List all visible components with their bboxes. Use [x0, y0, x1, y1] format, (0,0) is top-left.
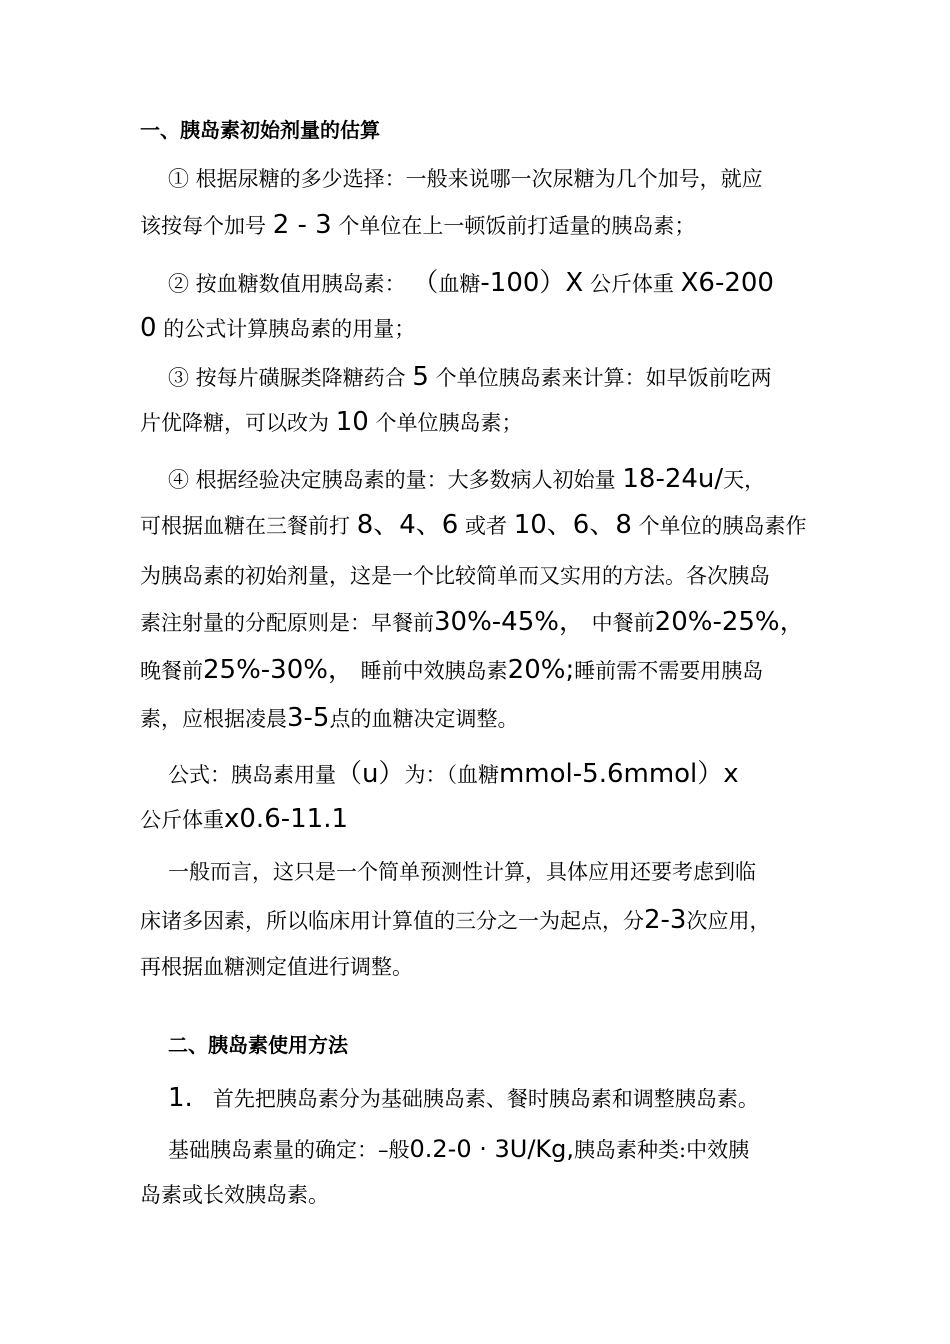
- item-3-line-2: [140, 407, 522, 438]
- item-4-text-f: 素注射量的分配原则是：早餐前: [140, 611, 434, 635]
- item-2-line-1: [168, 268, 774, 299]
- item-2-paren: （: [412, 268, 439, 298]
- formula-text-c: 公斤体重: [140, 808, 224, 832]
- item-1-text-b: 该按每个加号: [140, 214, 266, 238]
- item-4-number-5: 20%-25%，: [654, 607, 806, 637]
- item-4-text-g: 中餐前: [591, 611, 655, 635]
- formula-number-2: x0.6-11.1: [224, 804, 349, 834]
- formula-line-1: [168, 759, 739, 790]
- item-4-text: ④ 根据经验决定胰岛素的量：大多数病人初始量: [168, 468, 616, 492]
- item-4-number-8: 3-5: [287, 703, 330, 733]
- item-3-number: 5: [412, 362, 429, 392]
- basal-text: 基础胰岛素量的确定：–般: [168, 1138, 410, 1162]
- item-4-text-j: 睡前需不需要用胰岛: [574, 659, 764, 683]
- item-3-line-1: [168, 362, 772, 393]
- basal-number: 0.2-0 · 3U/Kg,: [409, 1135, 575, 1163]
- item-1-number: 2 - 3: [272, 210, 332, 240]
- item-4-text-d: 或者: [465, 514, 508, 538]
- item-2-number: -100）X: [480, 268, 584, 298]
- item-4-line-3: 为胰岛素的初始剂量，这是一个比较简单而又实用的方法。各次胰岛: [140, 564, 770, 588]
- note-line-2: [140, 905, 770, 936]
- item-3-text-d: 个单位胰岛素；: [375, 411, 523, 435]
- note-number: 2-3: [644, 905, 687, 935]
- note-line-3: 再根据血糖测定值进行调整。: [140, 955, 413, 979]
- item-3-text-c: 片优降糖，可以改为: [140, 411, 329, 435]
- item-3-text: ③ 按每片磺脲类降糖药合: [168, 366, 406, 390]
- item-3-number-2: 10: [335, 407, 369, 437]
- item-1-text-c: 个单位在上一顿饭前打适量的胰岛素；: [338, 214, 696, 238]
- formula-text-b: 为：（血糖: [404, 763, 499, 787]
- item-1-line-2: [140, 210, 695, 241]
- formula-unit: （u）: [336, 759, 405, 789]
- item-4-number-2: 8、4、6: [356, 510, 459, 540]
- note-line-1: 一般而言，这只是一个简单预测性计算，具体应用还要考虑到临: [168, 860, 756, 884]
- item-4-text-h: 晚餐前: [140, 659, 203, 683]
- item-2-blood: 血糖: [438, 272, 481, 296]
- item-4-text-l: 点的血糖决定调整。: [329, 707, 519, 731]
- item-4-text-k: 素，应根据凌晨: [140, 707, 287, 731]
- item-1-line-1: [168, 164, 763, 194]
- basal-line-1: [168, 1134, 749, 1165]
- item-2-text-b: 的公式计算胰岛素的用量；: [163, 317, 416, 341]
- section-2-item-1: [168, 1083, 759, 1114]
- note-text-b: 次应用，: [686, 909, 771, 933]
- item-4-line-1: [168, 464, 765, 495]
- item-4-line-6: [140, 703, 518, 734]
- item-1-text: ① 根据尿糖的多少选择：一般来说哪一次尿糖为几个加号，就应: [168, 167, 763, 191]
- item-4-number-4: 30%-45%，: [434, 607, 585, 637]
- item-2-number-2: X6-200: [680, 268, 774, 298]
- item-2-weight: 公斤体重: [589, 272, 674, 296]
- item-4-text-i: 睡前中效胰岛素: [360, 659, 508, 683]
- section-2-item-text: 首先把胰岛素分为基础胰岛素、餐时胰岛素和调整胰岛素。: [212, 1087, 759, 1111]
- section-1-title: 一、胰岛素初始剂量的估算: [140, 118, 380, 142]
- item-2-number-3: 0: [140, 313, 157, 343]
- item-4-number-6: 25%-30%，: [203, 655, 354, 685]
- formula-line-2: [140, 804, 348, 835]
- item-2-line-2: [140, 313, 415, 344]
- section-2-title: 二、胰岛素使用方法: [168, 1033, 348, 1057]
- item-2-text: ② 按血糖数值用胰岛素：: [168, 272, 406, 296]
- item-4-number-3: 10、6、8: [513, 510, 632, 540]
- item-4-number-7: 20%;: [507, 655, 575, 685]
- item-4-line-4: [140, 607, 806, 638]
- item-3-text-b: 个单位胰岛素来计算：如早饭前吃两: [435, 366, 772, 390]
- item-4-line-5: [140, 655, 763, 686]
- section-2-item-number: 1.: [168, 1083, 193, 1113]
- formula-text: 公式：胰岛素用量: [168, 763, 336, 787]
- item-4-text-c: 可根据血糖在三餐前打: [140, 514, 350, 538]
- formula-number: mmol-5.6mmol）x: [498, 759, 739, 789]
- basal-text-b: 胰岛素种类:中效胰: [574, 1138, 750, 1162]
- item-4-text-e: 个单位的胰岛素作: [638, 514, 807, 538]
- note-text: 床诸多因素，所以临床用计算值的三分之一为起点，分: [140, 909, 644, 933]
- item-4-number: 18-24u/: [622, 464, 724, 494]
- item-4-line-2: [140, 510, 807, 541]
- basal-line-2: 岛素或长效胰岛素。: [140, 1183, 329, 1207]
- item-4-text-b: 天，: [723, 468, 766, 492]
